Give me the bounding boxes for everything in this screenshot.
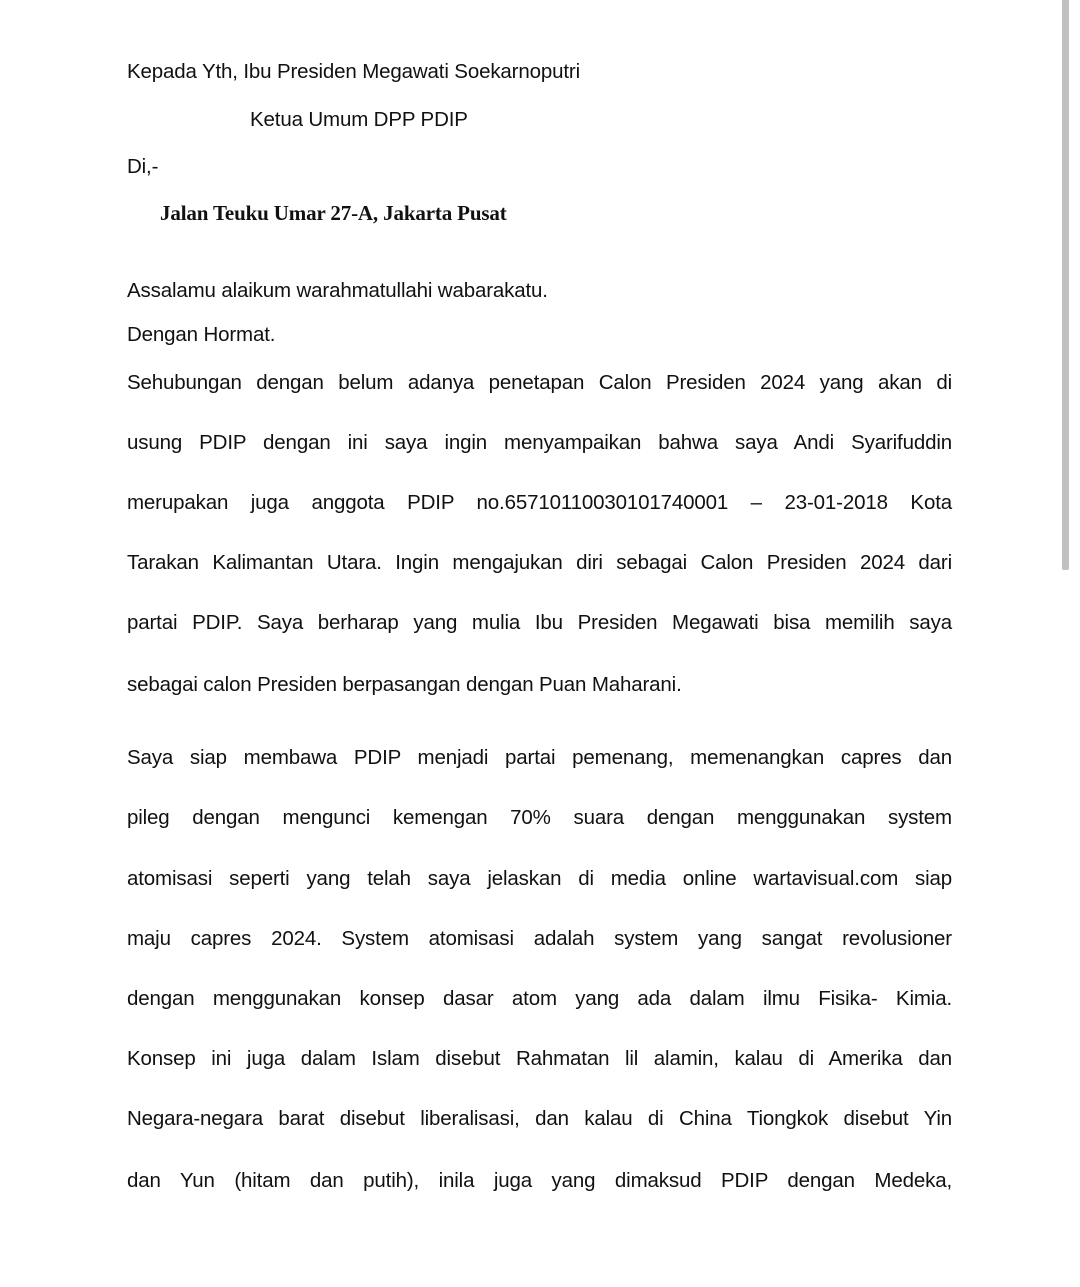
paragraph1-line: merupakan juga anggota PDIP no.65710110030101740001 – 23-01-2018 Kota xyxy=(127,491,952,514)
addressee-di: Di,- xyxy=(127,155,159,178)
paragraph1-line: Tarakan Kalimantan Utara. Ingin mengajukan diri sebagai Calon Presiden 2024 dari xyxy=(127,551,952,574)
paragraph2-line: dengan menggunakan konsep dasar atom yang ada dalam ilmu Fisika- Kimia. xyxy=(127,987,952,1010)
paragraph1-line: usung PDIP dengan ini saya ingin menyampaikan bahwa saya Andi Syarifuddin xyxy=(127,431,952,454)
addressee-title: Ketua Umum DPP PDIP xyxy=(250,108,468,131)
paragraph2-line: Konsep ini juga dalam Islam disebut Rahmatan lil alamin, kalau di Amerika dan xyxy=(127,1047,952,1070)
paragraph1-line: partai PDIP. Saya berharap yang mulia Ibu Presiden Megawati bisa memilih saya xyxy=(127,611,952,634)
paragraph2-line: maju capres 2024. System atomisasi adalah system yang sangat revolusioner xyxy=(127,927,952,950)
paragraph2-line: Saya siap membawa PDIP menjadi partai pemenang, memenangkan capres dan xyxy=(127,746,952,769)
paragraph2-line: pileg dengan mengunci kemengan 70% suara dengan menggunakan system xyxy=(127,806,952,829)
addressee-address: Jalan Teuku Umar 27-A, Jakarta Pusat xyxy=(160,201,507,225)
paragraph2-line: dan Yun (hitam dan putih), inila juga yang dimaksud PDIP dengan Medeka, xyxy=(127,1169,952,1192)
paragraph1-line: Sehubungan dengan belum adanya penetapan Calon Presiden 2024 yang akan di xyxy=(127,371,952,394)
vertical-scrollbar-thumb[interactable] xyxy=(1062,0,1069,570)
addressee-line: Kepada Yth, Ibu Presiden Megawati Soekarnoputri xyxy=(127,60,580,83)
greeting: Assalamu alaikum warahmatullahi wabarakatu. xyxy=(127,279,548,302)
salutation: Dengan Hormat. xyxy=(127,323,276,346)
paragraph2-line: Negara-negara barat disebut liberalisasi, dan kalau di China Tiongkok disebut Yin xyxy=(127,1107,952,1130)
paragraph1-line: sebagai calon Presiden berpasangan dengan Puan Maharani. xyxy=(127,673,682,696)
paragraph2-line: atomisasi seperti yang telah saya jelaskan di media online wartavisual.com siap xyxy=(127,867,952,890)
